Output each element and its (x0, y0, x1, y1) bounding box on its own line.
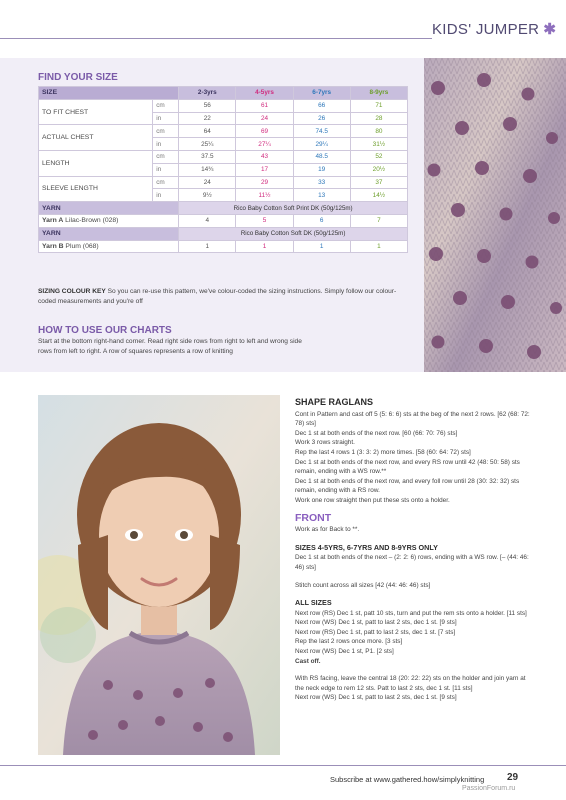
value-cell: 71 (350, 99, 407, 112)
all-sizes-line: Rep the last 2 rows once more. [3 sts] (295, 638, 403, 646)
page-number: 29 (507, 772, 519, 783)
all-sizes-line: Next row (WS) Dec 1 st, P1. [2 sts] (295, 648, 394, 656)
size-col-2: 6-7yrs (293, 87, 350, 100)
value-cell: 48.5 (293, 150, 350, 163)
value-cell: 31½ (350, 138, 407, 151)
row-label: TO FIT CHEST (39, 99, 153, 125)
all-sizes-line: Next row (WS) Dec 1 st, patt to last 2 sts, dec 1 st. [9 sts] (295, 694, 457, 702)
value-cell: 56 (179, 99, 236, 112)
yarn-b-header-row (39, 227, 408, 240)
value-cell: 19 (293, 163, 350, 176)
yarn-a-label: Yarn A Lilac-Brown (028) (39, 214, 179, 227)
size-col-1: 4-5yrs (236, 87, 293, 100)
value-cell: 1 (179, 240, 236, 253)
yarn-a-name: Rico Baby Cotton Soft Print DK (50g/125m) (179, 202, 408, 215)
size-table (38, 86, 408, 253)
yarn-a-row (39, 214, 408, 227)
raglans-heading: SHAPE RAGLANS (295, 397, 374, 407)
yarn-header-label: YARN (39, 202, 179, 215)
value-cell: 80 (350, 125, 407, 138)
unit-cell: in (153, 138, 179, 151)
yarn-b-row (39, 240, 408, 253)
all-sizes-line: Next row (RS) Dec 1 st, patt 10 sts, turn and put the rem sts onto a holder. [11 sts] (295, 609, 527, 617)
all-sizes-line: With RS facing, leave the central 18 (20: 22: 22) sts on the holder and join yarn at the neck edge to rem 12 sts. Patt to last 2 sts, dec 1 st. [11 sts] (295, 675, 526, 692)
value-cell: 9½ (179, 189, 236, 202)
yarn-b-label: Yarn B Plum (068) (39, 240, 179, 253)
value-cell: 7 (350, 214, 407, 227)
value-cell: 6 (293, 214, 350, 227)
unit-cell: in (153, 163, 179, 176)
unit-cell: cm (153, 125, 179, 138)
value-cell: 52 (350, 150, 407, 163)
value-cell: 11½ (236, 189, 293, 202)
value-cell: 25¼ (179, 138, 236, 151)
value-cell: 69 (236, 125, 293, 138)
value-cell: 28 (350, 112, 407, 125)
yarn-b-name: Rico Baby Cotton Soft DK (50g/125m) (179, 227, 408, 240)
value-cell: 14¾ (179, 163, 236, 176)
section-title-text: KIDS' JUMPER (432, 21, 540, 38)
unit-cell: cm (153, 99, 179, 112)
table-row (39, 150, 408, 163)
value-cell: 66 (293, 99, 350, 112)
sizing-key-text: So you can re-use this pattern, we've colour-coded the sizing instructions. Simply follow our colour-coded measurements and you're off (38, 288, 397, 305)
front-heading: FRONT (295, 511, 332, 524)
value-cell: 17 (236, 163, 293, 176)
raglans-line: Rep the last 4 rows 1 (3: 3: 2) more times. [58 (60: 64: 72) sts] (295, 448, 471, 456)
size-header-label: SIZE (39, 87, 179, 100)
asterisk-icon: ✱ (543, 21, 557, 38)
value-cell: 20½ (350, 163, 407, 176)
value-cell: 37 (350, 176, 407, 189)
sizing-key-title: SIZING COLOUR KEY (38, 288, 106, 295)
all-sizes-line: Cast off. (295, 657, 321, 665)
footer-rule (0, 765, 566, 766)
value-cell: 1 (350, 240, 407, 253)
all-sizes-line: Next row (RS) Dec 1 st, patt to last 2 sts, dec 1 st. [7 sts] (295, 628, 456, 636)
unit-cell: in (153, 189, 179, 202)
value-cell: 74.5 (293, 125, 350, 138)
all-sizes-heading: ALL SIZES (295, 598, 332, 608)
all-sizes-line: Next row (WS) Dec 1 st, patt to last 2 sts, dec 1 st. [9 sts] (295, 619, 457, 627)
watermark: PassionForum.ru (462, 785, 516, 792)
child-wearing-jumper-photo (38, 395, 280, 755)
unit-cell: cm (153, 176, 179, 189)
size-header-row (39, 87, 408, 100)
value-cell: 61 (236, 99, 293, 112)
value-cell: 29¼ (293, 138, 350, 151)
header-rule (0, 38, 432, 39)
unit-cell: cm (153, 150, 179, 163)
row-label: ACTUAL CHEST (39, 125, 153, 151)
size-col-3: 8-9yrs (350, 87, 407, 100)
charts-heading: HOW TO USE OUR CHARTS (38, 325, 172, 336)
sizing-colour-key (38, 287, 410, 307)
value-cell: 14½ (350, 189, 407, 202)
table-row (39, 176, 408, 189)
raglans-line: Work 3 rows straight. (295, 439, 355, 447)
yarn-texture-photo (424, 58, 566, 372)
value-cell: 1 (293, 240, 350, 253)
value-cell: 24 (236, 112, 293, 125)
page-section-title (432, 20, 566, 44)
value-cell: 1 (236, 240, 293, 253)
value-cell: 4 (179, 214, 236, 227)
value-cell: 5 (236, 214, 293, 227)
value-cell: 24 (179, 176, 236, 189)
value-cell: 22 (179, 112, 236, 125)
value-cell: 26 (293, 112, 350, 125)
raglans-line: Dec 1 st at both ends of the next row, and every foll row until 28 (30: 32: 32) sts remain, ending with a RS row. (295, 477, 520, 495)
value-cell: 13 (293, 189, 350, 202)
stitch-count-text: Stitch count across all sizes [42 (44: 46: 46) sts] (295, 581, 431, 589)
value-cell: 33 (293, 176, 350, 189)
row-label: LENGTH (39, 150, 153, 176)
yarn-a-header-row (39, 202, 408, 215)
row-label: SLEEVE LENGTH (39, 176, 153, 202)
front-text: Work as for Back to **. (295, 526, 360, 534)
raglans-line: Dec 1 st at both ends of the next row. [60 (66: 70: 76) sts] (295, 429, 458, 437)
yarn-header-label: YARN (39, 227, 179, 240)
value-cell: 27¼ (236, 138, 293, 151)
value-cell: 37.5 (179, 150, 236, 163)
table-row (39, 125, 408, 138)
value-cell: 43 (236, 150, 293, 163)
raglans-line: Dec 1 st at both ends of the next row, and every RS row until 42 (48: 50: 58) sts remain, ending with a WS row.** (295, 458, 520, 476)
subscribe-link[interactable]: Subscribe at www.gathered.how/simplyknitting (330, 775, 485, 784)
unit-cell: in (153, 112, 179, 125)
shape-raglans-section (295, 398, 535, 703)
sizes-only-text: Dec 1 st at both ends of the next – (2: 2: 6) rows, ending with a WS row. [– (44: 46: 46) sts] (295, 554, 529, 571)
raglans-line: Work one row straight then put these sts onto a holder. (295, 496, 450, 504)
value-cell: 29 (236, 176, 293, 189)
value-cell: 64 (179, 125, 236, 138)
table-row (39, 99, 408, 112)
charts-text: Start at the bottom right-hand corner. Read right side rows from right to left and wrong side rows from left to right. A row of squares represents a row of knitting (38, 338, 302, 355)
size-col-0: 2-3yrs (179, 87, 236, 100)
find-size-heading: FIND YOUR SIZE (38, 72, 118, 83)
sizes-only-heading: SIZES 4-5YRS, 6-7YRS AND 8-9YRS ONLY (295, 542, 438, 552)
raglans-line: Cont in Pattern and cast off 5 (5: 6: 6) sts at the beg of the next 2 rows. [62 (68: 72: 78) sts] (295, 410, 530, 428)
